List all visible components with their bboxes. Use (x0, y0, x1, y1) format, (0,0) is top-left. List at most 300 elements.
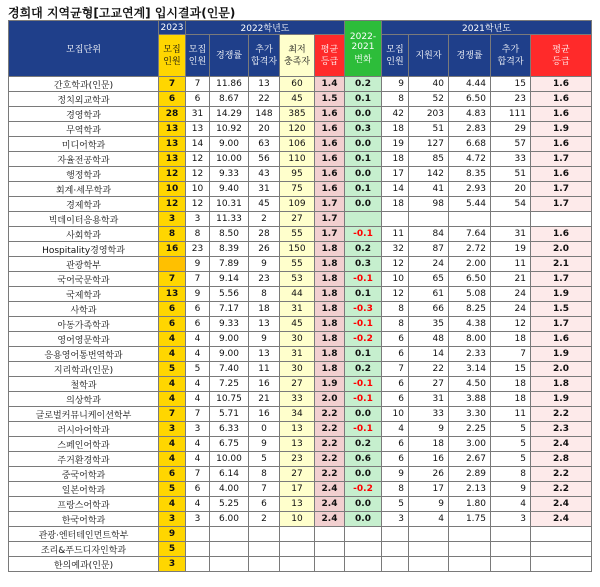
row-unit-name: 일본어학과 (9, 482, 159, 497)
cell: 10.31 (210, 197, 249, 212)
cell: 9.00 (210, 137, 249, 152)
header-2021-col-1: 지원자 (409, 35, 449, 77)
cell: 6 (382, 347, 409, 362)
cell: 5.08 (449, 287, 491, 302)
cell (382, 527, 409, 542)
cell: 109 (280, 197, 315, 212)
cell: 6 (186, 482, 210, 497)
cell: 9 (249, 332, 280, 347)
cell: 31 (491, 227, 531, 242)
cell: 3.14 (449, 362, 491, 377)
cell: 1.7 (531, 182, 592, 197)
table-row (9, 137, 592, 152)
cell: 31 (280, 347, 315, 362)
cell: 4.44 (449, 77, 491, 92)
table-row (9, 302, 592, 317)
table-row (9, 167, 592, 182)
cell: 33 (280, 392, 315, 407)
cell: 98 (409, 197, 449, 212)
row-unit-name: 영어영문학과 (9, 332, 159, 347)
cell: 41 (409, 182, 449, 197)
cell: 0.2 (345, 242, 382, 257)
cell: 7.25 (210, 377, 249, 392)
cell: 4 (159, 332, 186, 347)
cell: 12 (159, 197, 186, 212)
cell: 17 (382, 167, 409, 182)
cell: 24 (491, 302, 531, 317)
cell: 10.00 (210, 152, 249, 167)
cell: 7 (249, 482, 280, 497)
cell (531, 557, 592, 572)
cell: 3 (491, 512, 531, 527)
cell: 4 (159, 437, 186, 452)
header-2021-col-2: 경쟁률 (449, 35, 491, 77)
cell: 6 (382, 452, 409, 467)
header-2022-col-3: 최저 충족자 (280, 35, 315, 77)
cell: 1.9 (531, 122, 592, 137)
cell: -0.1 (345, 377, 382, 392)
row-unit-name: 조리&푸드디자인학과 (9, 542, 159, 557)
cell: 2.2 (531, 467, 592, 482)
cell: 24 (409, 257, 449, 272)
cell: 11 (491, 407, 531, 422)
cell (531, 527, 592, 542)
row-unit-name: 미디어학과 (9, 137, 159, 152)
cell: 1.6 (531, 77, 592, 92)
cell: 9.14 (210, 272, 249, 287)
cell (315, 542, 345, 557)
admissions-results-table (8, 20, 592, 572)
cell (449, 557, 491, 572)
cell: 12 (382, 287, 409, 302)
cell: 5 (491, 452, 531, 467)
cell: 203 (409, 107, 449, 122)
cell: 4 (186, 452, 210, 467)
cell: 2.0 (531, 242, 592, 257)
cell: 2.1 (531, 257, 592, 272)
cell: 5.56 (210, 287, 249, 302)
cell: 8 (159, 227, 186, 242)
row-unit-name: 경제학과 (9, 197, 159, 212)
cell: 40 (409, 77, 449, 92)
cell: 1.9 (531, 392, 592, 407)
cell: 22 (409, 362, 449, 377)
cell: 13 (159, 287, 186, 302)
cell: 6 (159, 467, 186, 482)
cell: 13 (186, 122, 210, 137)
cell: 5.25 (210, 497, 249, 512)
cell: 27 (409, 377, 449, 392)
cell: 55 (280, 257, 315, 272)
cell: 14.29 (210, 107, 249, 122)
cell: 6 (249, 497, 280, 512)
cell: 0.0 (345, 107, 382, 122)
table-row (9, 557, 592, 572)
cell: 8.50 (210, 227, 249, 242)
cell: 9 (382, 467, 409, 482)
row-unit-name: 정치외교학과 (9, 92, 159, 107)
cell: 51 (409, 122, 449, 137)
header-2021: 2021학년도 (382, 21, 592, 35)
table-row (9, 332, 592, 347)
cell (210, 527, 249, 542)
cell: 21 (491, 272, 531, 287)
row-unit-name: 빅데이터응용학과 (9, 212, 159, 227)
cell: 0.0 (345, 512, 382, 527)
cell: 12 (491, 317, 531, 332)
cell: 19 (382, 137, 409, 152)
cell: 11 (382, 227, 409, 242)
table-row (9, 527, 592, 542)
cell: 10 (382, 272, 409, 287)
header-2022-col-0: 모집 인원 (186, 35, 210, 77)
cell: 11.86 (210, 77, 249, 92)
cell: 2.2 (315, 452, 345, 467)
cell: 2.4 (315, 497, 345, 512)
cell: 7 (186, 407, 210, 422)
table-row (9, 422, 592, 437)
cell: 27 (280, 212, 315, 227)
cell: 55 (280, 227, 315, 242)
cell: 1.6 (531, 332, 592, 347)
cell (409, 212, 449, 227)
cell: 2.93 (449, 182, 491, 197)
table-row (9, 122, 592, 137)
row-unit-name: 프랑스어학과 (9, 497, 159, 512)
cell: 2.13 (449, 482, 491, 497)
cell (531, 542, 592, 557)
table-row (9, 197, 592, 212)
cell: 60 (280, 77, 315, 92)
cell: 16 (159, 242, 186, 257)
cell: 4 (382, 422, 409, 437)
cell: 1.7 (531, 317, 592, 332)
cell: 6.14 (210, 467, 249, 482)
cell: 0 (249, 422, 280, 437)
cell: 10.92 (210, 122, 249, 137)
cell: 45 (280, 317, 315, 332)
row-unit-name: 스페인어학과 (9, 437, 159, 452)
header-2022: 2022학년도 (186, 21, 345, 35)
cell: 0.0 (345, 197, 382, 212)
cell: 0.0 (345, 137, 382, 152)
cell: 1.8 (315, 332, 345, 347)
cell: 15 (491, 77, 531, 92)
cell: 12 (186, 152, 210, 167)
cell: 2.4 (315, 512, 345, 527)
cell: 1.9 (531, 287, 592, 302)
cell: 120 (280, 122, 315, 137)
cell (280, 527, 315, 542)
cell: 6 (159, 302, 186, 317)
cell: 48 (409, 332, 449, 347)
cell: 150 (280, 242, 315, 257)
header-unit: 모집단위 (9, 21, 159, 77)
cell: 6.50 (449, 92, 491, 107)
cell: 1.9 (315, 377, 345, 392)
cell: 43 (249, 167, 280, 182)
cell: 13 (249, 317, 280, 332)
header-2021-col-4: 평균 등급 (531, 35, 592, 77)
cell: 10 (159, 182, 186, 197)
cell: 3.88 (449, 392, 491, 407)
cell: 2.72 (449, 242, 491, 257)
cell: 2.0 (531, 362, 592, 377)
cell: 7 (491, 347, 531, 362)
cell: 8 (186, 227, 210, 242)
cell: 13 (280, 437, 315, 452)
cell (382, 542, 409, 557)
cell: 27 (280, 467, 315, 482)
cell: 4 (409, 512, 449, 527)
cell: 75 (280, 182, 315, 197)
row-unit-name: Hospitality경영학과 (9, 242, 159, 257)
cell: 5.44 (449, 197, 491, 212)
cell (491, 557, 531, 572)
cell: 57 (491, 137, 531, 152)
cell: 2.67 (449, 452, 491, 467)
cell (159, 257, 186, 272)
cell (449, 212, 491, 227)
cell: 23 (186, 242, 210, 257)
cell: 4 (186, 497, 210, 512)
cell: 3 (186, 422, 210, 437)
cell: -0.2 (345, 482, 382, 497)
cell: 5 (491, 422, 531, 437)
row-unit-name: 한국어학과 (9, 512, 159, 527)
cell: 1.5 (531, 302, 592, 317)
cell: 0.0 (345, 407, 382, 422)
cell: 1.6 (315, 182, 345, 197)
cell: 2.4 (531, 437, 592, 452)
cell: 1.6 (531, 137, 592, 152)
cell (249, 542, 280, 557)
cell: 14 (186, 137, 210, 152)
cell: 1.7 (315, 212, 345, 227)
cell: 5 (186, 362, 210, 377)
row-unit-name: 철학과 (9, 377, 159, 392)
row-unit-name: 간호학과(인문) (9, 77, 159, 92)
cell: 9 (491, 482, 531, 497)
header-2023-quota: 모집 인원 (159, 35, 186, 77)
cell: 127 (409, 137, 449, 152)
cell: 7 (186, 467, 210, 482)
cell: 6.50 (449, 272, 491, 287)
table-body (9, 77, 592, 572)
cell: 45 (280, 92, 315, 107)
cell: 33 (491, 152, 531, 167)
cell: 2.8 (531, 452, 592, 467)
cell: 110 (280, 152, 315, 167)
cell (186, 542, 210, 557)
cell: 13 (280, 497, 315, 512)
cell: 8 (382, 302, 409, 317)
page-title: 경희대 지역균형[고교연계] 입시결과(인문) (8, 6, 236, 20)
header-2022-col-2: 추가 합격자 (249, 35, 280, 77)
cell: 14 (409, 347, 449, 362)
cell: 9 (382, 77, 409, 92)
cell: 13 (159, 152, 186, 167)
cell: 0.1 (345, 287, 382, 302)
cell: 1.6 (531, 92, 592, 107)
cell (491, 527, 531, 542)
cell (315, 527, 345, 542)
cell: 2.83 (449, 122, 491, 137)
cell: 8.39 (210, 242, 249, 257)
cell: 4 (491, 497, 531, 512)
cell: 1.7 (531, 152, 592, 167)
row-unit-name: 행정학과 (9, 167, 159, 182)
table-row (9, 242, 592, 257)
cell: 1.8 (315, 287, 345, 302)
cell: 51 (491, 167, 531, 182)
table-row (9, 392, 592, 407)
cell: 34 (280, 407, 315, 422)
row-unit-name: 무역학과 (9, 122, 159, 137)
cell: 7 (186, 272, 210, 287)
header-2021-col-0: 모집 인원 (382, 35, 409, 77)
cell: 1.6 (531, 107, 592, 122)
cell: 4 (159, 347, 186, 362)
cell: 5 (382, 497, 409, 512)
cell (449, 527, 491, 542)
cell: 23 (280, 452, 315, 467)
cell: 7.17 (210, 302, 249, 317)
cell: 18 (409, 437, 449, 452)
cell: 12 (186, 167, 210, 182)
cell: 2.4 (531, 497, 592, 512)
cell: 4.50 (449, 377, 491, 392)
cell: 23 (249, 272, 280, 287)
cell: 1.8 (315, 302, 345, 317)
cell: 18 (382, 122, 409, 137)
cell: 26 (409, 467, 449, 482)
row-unit-name: 국제학과 (9, 287, 159, 302)
header-change: 2022- 2021 변화 (345, 21, 382, 77)
cell (315, 557, 345, 572)
cell: 18 (491, 332, 531, 347)
cell: 22 (249, 92, 280, 107)
cell (210, 542, 249, 557)
cell: 31 (280, 302, 315, 317)
cell: 11 (491, 257, 531, 272)
cell: 85 (409, 152, 449, 167)
cell: 8 (249, 287, 280, 302)
cell: 24 (491, 287, 531, 302)
cell: 4 (159, 392, 186, 407)
table-row (9, 227, 592, 242)
cell: 7 (159, 272, 186, 287)
cell: 106 (280, 137, 315, 152)
cell: 4 (159, 452, 186, 467)
cell: 7.40 (210, 362, 249, 377)
cell: 18 (491, 377, 531, 392)
row-unit-name: 경영학과 (9, 107, 159, 122)
cell: 30 (280, 332, 315, 347)
row-unit-name: 사학과 (9, 302, 159, 317)
row-unit-name: 응용영어통번역학과 (9, 347, 159, 362)
cell: 1.9 (531, 347, 592, 362)
cell: 4 (186, 332, 210, 347)
cell: 6 (186, 92, 210, 107)
cell (186, 527, 210, 542)
cell: 0.1 (345, 347, 382, 362)
cell: 3 (382, 512, 409, 527)
cell: 26 (249, 242, 280, 257)
cell: 1.8 (531, 377, 592, 392)
cell: 142 (409, 167, 449, 182)
cell: 1.75 (449, 512, 491, 527)
cell: 1.6 (315, 137, 345, 152)
cell: 3 (186, 512, 210, 527)
cell: 15 (491, 362, 531, 377)
cell: 4 (186, 347, 210, 362)
cell: 13 (159, 122, 186, 137)
cell: 3 (159, 212, 186, 227)
cell: 10 (382, 407, 409, 422)
cell: 19 (491, 242, 531, 257)
cell: 1.80 (449, 497, 491, 512)
cell: 23 (491, 92, 531, 107)
cell: 61 (409, 287, 449, 302)
cell: 7 (159, 407, 186, 422)
cell: 63 (249, 137, 280, 152)
cell: 9 (409, 497, 449, 512)
cell: 12 (159, 167, 186, 182)
cell: 5 (159, 482, 186, 497)
table-row (9, 437, 592, 452)
cell: 2.2 (315, 467, 345, 482)
cell: 9 (249, 437, 280, 452)
cell: 0.2 (345, 362, 382, 377)
cell: 8.00 (449, 332, 491, 347)
cell: 4 (186, 437, 210, 452)
cell: 16 (249, 407, 280, 422)
cell: -0.1 (345, 317, 382, 332)
cell: -0.1 (345, 272, 382, 287)
row-unit-name: 회계·세무학과 (9, 182, 159, 197)
cell: 4 (186, 377, 210, 392)
cell: 5 (249, 452, 280, 467)
cell: 9 (249, 257, 280, 272)
cell (210, 557, 249, 572)
cell: 2.00 (449, 257, 491, 272)
cell: 0.3 (345, 122, 382, 137)
table-row (9, 467, 592, 482)
cell: 11 (249, 362, 280, 377)
cell: 0.2 (345, 77, 382, 92)
cell: 53 (280, 272, 315, 287)
cell: -0.1 (345, 422, 382, 437)
cell: 6 (382, 437, 409, 452)
cell: 2.2 (531, 407, 592, 422)
cell: 32 (382, 242, 409, 257)
row-unit-name: 지리학과(인문) (9, 362, 159, 377)
cell: 33 (409, 407, 449, 422)
row-unit-name: 한의예과(인문) (9, 557, 159, 572)
cell: 6.68 (449, 137, 491, 152)
cell: 13 (249, 77, 280, 92)
cell: 0.1 (345, 152, 382, 167)
cell: 2 (249, 512, 280, 527)
cell: 4 (159, 497, 186, 512)
cell: 3 (159, 557, 186, 572)
cell: 1.4 (315, 77, 345, 92)
cell: 30 (280, 362, 315, 377)
cell: 28 (159, 107, 186, 122)
cell: 148 (249, 107, 280, 122)
cell: 2.25 (449, 422, 491, 437)
